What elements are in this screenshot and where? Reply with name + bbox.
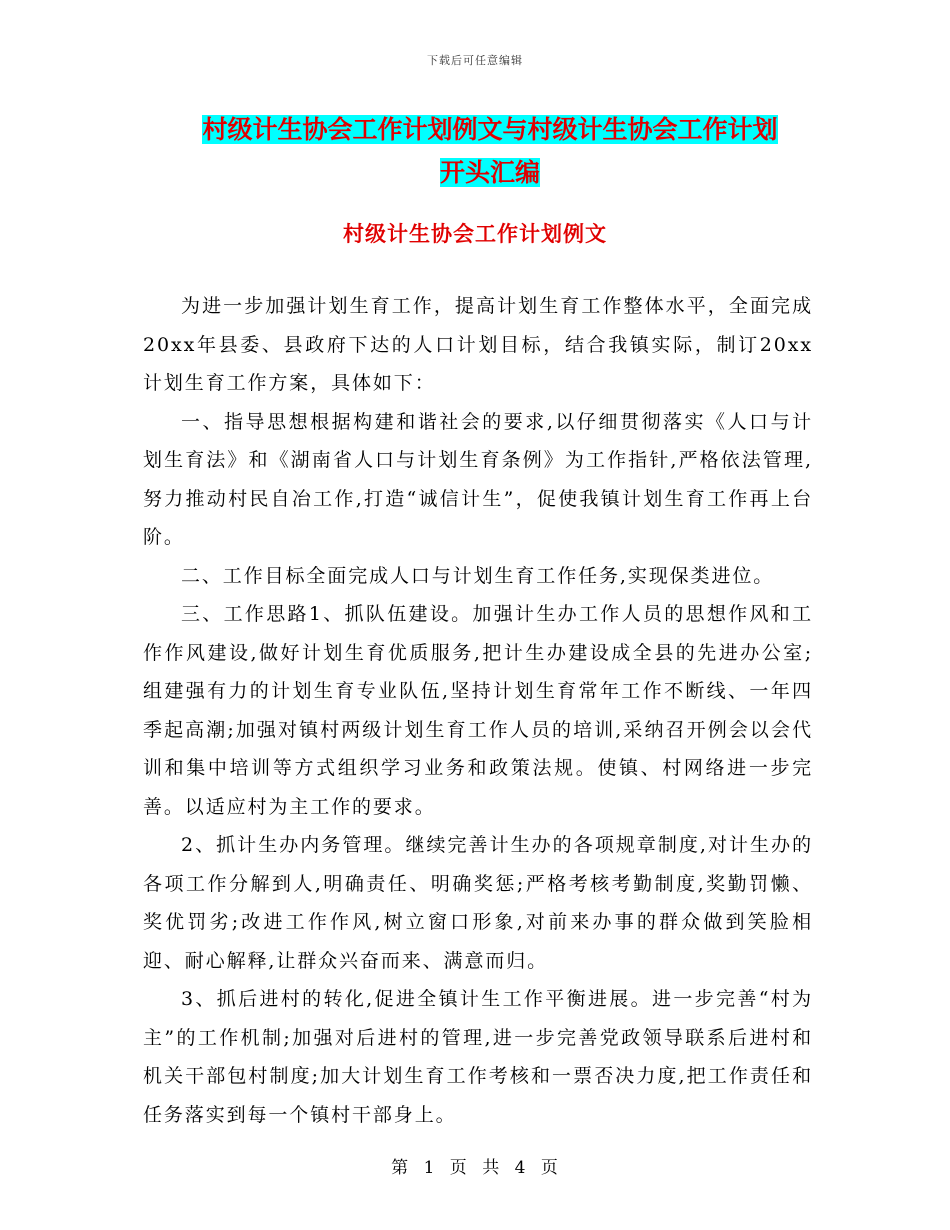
footer-prefix: 第: [391, 1158, 410, 1178]
body-text: [143, 287, 813, 1134]
page-header-note: 下载后可任意编辑: [427, 54, 523, 67]
paragraph: 二、工作目标全面完成人口与计划生育工作任务,实现保类进位。: [181, 564, 775, 587]
footer-total-pages: 4: [514, 1158, 527, 1178]
footer-total-label: 共: [482, 1158, 501, 1178]
paragraph: 3、抓后进村的转化,促进全镇计生工作平衡进展。进一步完善“村为主”的工作机制;加强对后进村的管理,进一步完善党政领导联系后进村和机关干部包村制度;加大计划生育工作考核和一票否决力度,把工作责任和任务落实到每一个镇村干部身上。: [143, 988, 813, 1126]
paragraph: 三、工作思路1、抓队伍建设。加强计生办工作人员的思想作风和工作作风建设,做好计划生育优质服务,把计生办建设成全县的先进办公室;组建强有力的计划生育专业队伍,坚持计划生育常年工作不断线、一年四季起高潮;加强对镇村两级计划生育工作人员的培训,采纳召开例会以会代训和集中培训等方式组织学习业务和政策法规。使镇、村网络进一步完善。以适应村为主工作的要求。: [143, 603, 813, 818]
paragraph: 2、抓计生办内务管理。继续完善计生办的各项规章制度,对计生办的各项工作分解到人,明确责任、明确奖惩;严格考核考勤制度,奖勤罚懒、奖优罚劣;改进工作作风,树立窗口形象,对前来办事的群众做到笑脸相迎、耐心解释,让群众兴奋而来、满意而归。: [143, 834, 813, 972]
footer-suffix: 页: [540, 1158, 559, 1178]
document-title: [140, 108, 840, 194]
document-title-line1: 村级计生协会工作计划例文与村级计生协会工作计划: [202, 115, 778, 144]
section-heading: 村级计生协会工作计划例文: [343, 221, 607, 246]
paragraph: 一、指导思想根据构建和谐社会的要求,以仔细贯彻落实《人口与计划生育法》和《湖南省人口与计划生育条例》为工作指针,严格依法管理,努力推动村民自冶工作,打造“诚信计生”，促使我镇计划生育工作再上台阶。: [143, 410, 813, 548]
paragraph: 为进一步加强计划生育工作，提高计划生育工作整体水平，全面完成20xx年县委、县政府下达的人口计划目标，结合我镇实际，制订20xx计划生育工作方案，具体如下：: [143, 295, 813, 394]
page-footer: [0, 1153, 950, 1178]
document-title-line2: 开头汇编: [439, 158, 540, 187]
footer-page-number: 1: [423, 1158, 436, 1178]
footer-page-label: 页: [449, 1158, 468, 1178]
